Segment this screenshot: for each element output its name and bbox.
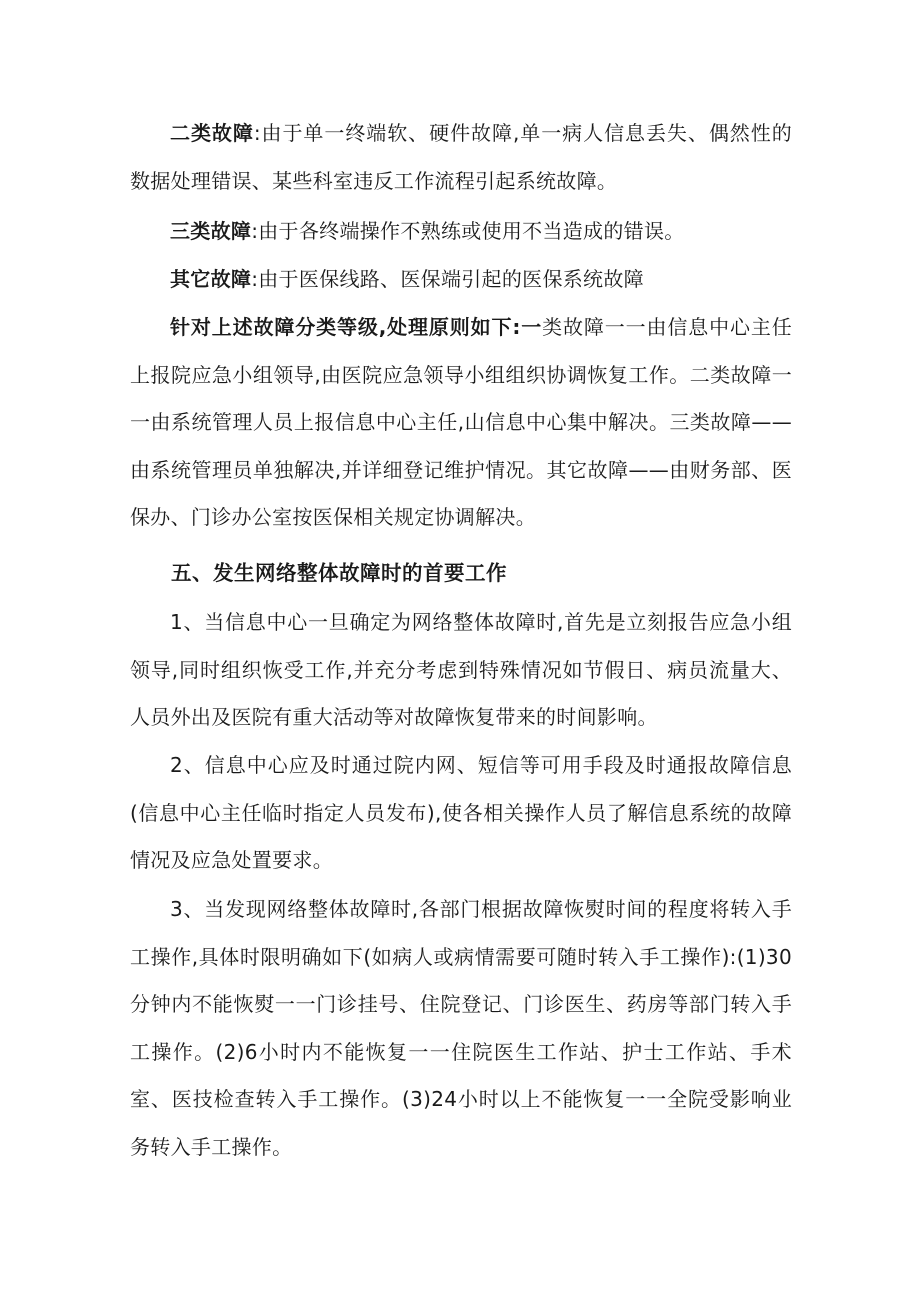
paragraph-class3-fault [130,208,792,256]
paragraph-class2-fault [130,110,792,205]
term-class3-fault: 三类故障 [170,219,252,243]
list-item-1: 1、当信息中心一旦确定为网络整体故障时,首先是立刻报告应急小组领导,同时组织恢受工作,并充分考虑到特殊情况如节假日、病员流量大、人员外出及医院有重大活动等对故障恢复带来的时间影响。 [130,610,792,729]
principles-lead: 针对上述故障分类等级,处理原则如下:一 [170,315,543,339]
term-other-fault: 其它故障 [170,267,252,291]
term-class2-fault: 二类故障 [170,121,254,145]
paragraph-handling-principles [130,304,792,542]
class3-fault-text: :由于各终端操作不熟练或使用不当造成的错误。 [251,219,685,243]
list-item-3: 3、当发现网络整体故障时,各部门根据故障恢熨时间的程度将转入手工操作,具体时限明确如下(如病人或病情需要可随时转入手工操作):(1)30分钟内不能恢熨一一门诊挂号、住院登记、门诊医生、药房等部门转入手工操作。(2)6小时内不能恢复一一住院医生工作站、护士工作站、手术室、医技检查转入手工操作。(3)24小时以上不能恢复一一全院受影响业务转入手工操作。 [130,897,792,1159]
paragraph-other-fault [130,256,792,304]
class2-fault-text: :由于单一终端软、硬件故障,单一病人信息丢失、偶然性的数据处理错误、某些科室违反工作流程引起系统故障。 [130,121,792,193]
section-heading: 五、发生网络整体故障时的首要工作 [171,561,507,585]
principles-text: 类故障一一由信息中心主任上报院应急小组领导,由医院应急领导小组组织协调恢复工作。二类故障一一由系统管理人员上报信息中心主任,山信息中心集中解决。三类故障——由系统管理员单独解决,并详细登记维护情况。其它故障——由财务部、医保办、门诊办公室按医保相关规定协调解决。 [130,315,792,529]
other-fault-text: :由于医保线路、医保端引起的医保系统故障 [251,267,644,291]
list-item-2: 2、信息中心应及时通过院内网、短信等可用手段及时通报故障信息(信息中心主任临时指定人员发布),使各相关操作人员了解信息系统的故障情况及应急处置要求。 [130,753,792,872]
